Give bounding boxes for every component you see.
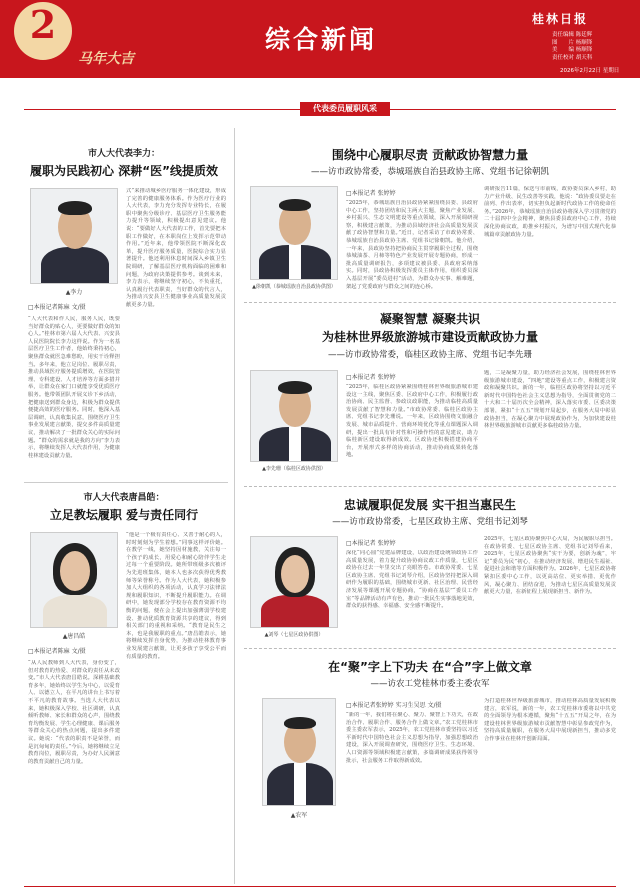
article-headline: 围绕中心履职尽责 贡献政协智慧力量: [331, 148, 529, 162]
photo-caption: ▲刘琴（七星区政协供图）: [264, 632, 324, 638]
article-divider: [24, 482, 228, 483]
article-divider: [244, 302, 616, 303]
portrait-photo: [262, 698, 336, 806]
portrait-suit: [41, 247, 109, 284]
page-number: 2: [29, 2, 57, 47]
portrait-photo: [30, 532, 118, 628]
article-byline: □本报记者 张婷婷: [346, 540, 396, 547]
portrait-photo: [30, 188, 118, 284]
portrait-face: [281, 555, 309, 593]
photo-caption: ▲农军: [290, 812, 308, 819]
footer-rule: [24, 886, 616, 887]
article-subhead: ——访市政协常委，恭城瑶族自治县政协主席、党组书记徐朝凯: [310, 167, 549, 177]
portrait-shirt: [289, 427, 301, 462]
article-subhead: ——访农工党桂林市委主委农军: [370, 679, 490, 689]
portrait-photo: [250, 186, 338, 280]
article-body-col3: 2025年，七星区政协聚焦中心大局，为民履职尽担当。在政协常委、七星区政协主席、党组书记刘琴看来，2025年，七星区政协聚焦“实干为要，创新为魂”，牢记“委员为民”初心，在推动经济发展、增进民生福祉、促进社会和谐等方面积极作为。2026年，七星区政协将紧扣区委中心工作，以更高站位、更实举措、更优作风，凝心聚力、团结奋进，为推动七星区高质量发展贡献更大力量，在新征程上展现新担当、新作为。: [484, 536, 616, 596]
article-body: 深化“同心圆”党建品牌建设，以政治建设统领政协工作高质量发展，着力提升政协协商议政工作质量，七星区政协在过去一年里交出了亮眼答卷。市政协常委、七星区政协主席、党组书记刘琴介绍，区政协坚持把深入调研作为履职的基础，围绕城市更新、社区治理、民营经济发展等课题开展专题协商，“协商在基层”“委员工作室”等品牌活动有声有色，推动一批民生实事落地见效，群众的获得感、幸福感、安全感不断提升。: [346, 550, 478, 610]
section-title: 综合新闻: [265, 25, 378, 54]
article-byline: □本报记者 张婷婷: [346, 190, 396, 197]
page-number-badge: [14, 2, 72, 60]
article-divider: [244, 486, 616, 487]
article-byline: □本报记者陈麻 文/摄: [28, 304, 86, 311]
editor-line: 责任校对 胡天科: [552, 54, 593, 61]
article-headline: 忠诚履职促发展 实干担当惠民生: [343, 498, 517, 512]
photo-caption: ▲徐朝凯（恭城瑶族自治县政协供图）: [252, 284, 336, 290]
portrait-photo: [250, 536, 338, 628]
column-divider: [234, 128, 235, 884]
photo-caption: ▲李先珊（临桂区政协供图）: [262, 466, 326, 472]
portrait-face: [60, 551, 90, 591]
page-header: [0, 0, 640, 78]
article-headline: 在“聚”字上下功夫 在“合”字上做文章: [328, 660, 532, 674]
article-subhead: ——访市政协常委，七星区政协主席、党组书记刘琴: [332, 517, 528, 527]
photo-caption: ▲唐昌皓: [62, 633, 86, 640]
article-headline: 立足教坛履职 爱与责任同行: [49, 508, 199, 522]
article-byline: □本报记者 张婷婷: [346, 374, 396, 381]
portrait-shirt: [294, 763, 306, 806]
portrait-photo: [250, 370, 338, 462]
article-body: “2025年，恭城瑶族自治县政协紧紧围绕县委、县政府中心工作，坚持团结和民主两大主题，聚焦产业发展、乡村振兴、生态文明建设等重点领域，深入开展调研视察，积极建言献策，为推动县域经济社会高质量发展贡献了政协智慧和力量。”近日，记者采访了市政协常委、恭城瑶族自治县政协主席、党组书记徐朝凯。他介绍，一年来，县政协坚持把协商民主贯穿履职全过程，围绕恭城油茶、月柿等特色产业发展开展专题协商，形成一批高质量调研报告，多项建议被县委、县政府采纳落实。同时，县政协积极发挥委员主体作用，组织委员深入基层开展“委员进村”活动，为群众办实事、解难题，架起了党委政府与群众之间的连心桥。: [346, 200, 478, 290]
portrait-jacket: [261, 595, 329, 628]
article-subhead: ——访市政协常委，临桂区政协主席、党组书记李先珊: [327, 350, 532, 360]
editor-line: 责任编辑 陈廷辉: [552, 32, 593, 38]
editor-list: [552, 32, 592, 62]
article-body-col3: 调研报告11篇，保送与市前线，政协委员深入乡村，助力产业升级、民生改善等实践，他说：“政协委员要走在前列、作出表率，切实担负起新时代政协工作的使命任务。”2026年，恭城瑶族自治县政协将深入学习贯彻党的二十届四中全会精神，聚焦县委县政府中心工作，持续深化协商议政，助推乡村振兴，为谱写中国式现代化恭城篇章贡献政协力量。: [484, 186, 616, 238]
article-body-col3: 为打造桂林世界级旅游城市，推动桂林高质量发展积极建言，农军说，新的一年，农工党桂林市委将以中共党的全面领导为根本遵循，聚焦“十五五”开局之年，在为建设桂林世界级旅游城市贡献智慧中彰显参政党作为，坚持高质量履职，在服务大局中展现新担当，推动多党合作事业在桂林开创新局面。: [484, 698, 616, 742]
article-headline-line2: 为桂林世界级旅游城市建设贡献政协力量: [321, 330, 538, 344]
portrait-hair: [279, 199, 311, 211]
article-byline: □本报记者陈麻 文/摄: [28, 648, 86, 655]
issue-date: 2026年2月22日 星期日: [560, 68, 620, 74]
article-divider: [244, 648, 616, 649]
editor-line: 美 编 杨顺锋: [552, 47, 593, 53]
horse-year-text: 马年大吉: [78, 51, 134, 67]
article-body: “新的一年，我们将在聚心、聚力、聚智上下功夫，在政治合作、履职合作、服务合作上做文章。”农工党桂林市委主委农军表示，2025年，农工党桂林市委坚持以习近平新时代中国特色社会主义思想为指导，加强思想政治建设，深入开展调查研究，围绕医疗卫生、生态环境、人口资源等领域积极建言献策，多篇调研成果获得领导批示，社会服务工作取得新成效。: [346, 712, 478, 764]
article-body: “从人民教师到人大代表，身份变了，但对教育的热爱、对群众的责任从未改变。”市人大代表唐昌皓说。深耕基础教育多年，她始终以学生为中心，以爱育人、以德立人，在平凡的讲台上书写着不平凡的教育故事。当选人大代表以来，她积极深入学校、社区调研，认真倾听教师、家长和群众的心声，围绕教育均衡发展、学生心理健康、课后服务等群众关心的热点问题，提出多件建议。她说：“代表的职责不是荣誉，而是沉甸甸的责任。”今后，她将继续立足教育岗位，履职尽责，为办好人民满意的教育贡献自己的力量。: [28, 660, 120, 765]
column-banner: 代表委员履职风采: [300, 102, 390, 116]
portrait-blouse: [43, 595, 107, 628]
article-headline: 履职为民践初心 深耕“医”线提质效: [30, 164, 218, 178]
portrait-hair: [278, 381, 312, 394]
newspaper-logo: 桂林日报: [532, 12, 589, 26]
portrait-shirt: [289, 245, 301, 280]
article-body: “人大代表和作人民，服务人民，既要当好群众的贴心人，更要做好群众的知心人。”桂林市第六届人大代表、兴安县人民医院院长李力这样说。作为一名基层医疗卫生工作者，他始终秉持初心，聚焦群众就医急难愁盼，用实干诠释担当。多年来，他立足岗位、履职尽责，推动县域医疗服务提质增效，在医院管理、专科建设、人才培养等方面多措并举，让群众在家门口就能享受优质医疗服务。他带领团队开展义诊下乡活动，把健康送到群众身边，积极为群众提供便捷高效的医疗服务。同时，他深入基层调研，认真收集民意，围绕医疗卫生事业发展建言献策，提交多件高质量建议，推动解决了一批群众关心的实际问题。“群众的需求就是我的方向”李力表示，将继续发挥人大代表作用，为健康桂林建设贡献力量。: [28, 316, 120, 459]
portrait-hair: [284, 717, 316, 729]
article-tag: 市人大代表李力：: [87, 149, 160, 159]
article-byline: □本报记者张婷婷 实习生吴思 文/摄: [346, 702, 442, 709]
article-body: “2025年，临桂区政协紧紧围绕桂林世界级旅游城市建设这一主线，聚焦区委、区政府中心工作，积极履行政治协商、民主监督、参政议政职能，为推动临桂高质量发展贡献了智慧和力量。”市政协常委、临桂区政协主席、党组书记李先珊说。一年来，区政协围绕文旅融合发展、城市品质提升、营商环境优化等重点课题深入调研，提出一批具有针对性和可操作性的意见建议，助力临桂新区建设取得新成效。区政协还积极搭建协商平台，开展形式多样的协商活动，推动协商成果转化落地。: [346, 384, 478, 459]
editor-line: 图 片 杨顺锋: [552, 39, 593, 46]
portrait-hair: [58, 201, 92, 215]
article-headline: 凝聚智慧 凝聚共识: [379, 312, 481, 326]
article-tag: 市人大代表唐昌皓：: [83, 493, 165, 503]
article-body-col2: “他是一个极有责任心、又善于耐心的人，时时刻刻为学生着想。”同事这样评价她。在教学一线，她坚持因材施教，关注每一个孩子的成长，用爱心和耐心陪伴学生走过每一个重要阶段。她所带班级多次被评为先进班集体，她本人也多次获得优秀教师等荣誉称号。作为人大代表，她积极参加人大组织的各项活动，认真学习法律法规和履职知识，不断提升履职能力。在调研中，她发现部分学校存在教育资源不均衡的问题，便在会上提出加强薄弱学校建设、推动优质教育资源共享的建议，得到相关部门的重视和采纳。“教育是民生之本，也是我履职的重点。”唐昌皓表示，她将继续发挥自身优势，为推动桂林教育事业发展建言献策，让更多孩子享受公平而有质量的教育。: [126, 532, 226, 660]
article-body-col3: 题，二是凝聚力量，助力经济社会发展，围绕桂林世界级旅游城市建设，“四地”建设等重点工作，积极建言资政和凝聚共识。新的一年，临桂区政协将坚持以习近平新时代中国特色社会主义思想为指导，全面贯彻党的二十大和二十届历次全会精神，深入落实市委、区委决策部署，紧扣“十五五”规划开局起步，在服务大局中彰显政协担当，在凝心聚力中展现政协作为，为加快建设桂林世界级旅游城市贡献更多临桂政协力量。: [484, 370, 616, 430]
photo-caption: ▲李力: [65, 289, 83, 296]
article-body-col2: 式”来推动城乡医疗服务一体化建设，形成了完善的健康服务体系。作为医疗行业的人大代表，李力充分发挥专业特长，在履职中聚焦分级诊疗、基层医疗卫生服务能力提升等领域，积极提出意见建议。他说：“要做好人大代表的工作，首先要把本职工作做好，在本职岗位上发挥示范带动作用。”近年来，他带领医院不断深化改革，提升医疗服务质量，医院综合实力显著提升。他还利用休息时间深入乡镇卫生院调研，了解基层医疗机构面临的困难和问题，为政府决策提供参考。谈到未来，李力表示，将继续坚守初心，不负重托，认真履行代表职责，当好群众的代言人，为推动兴安县卫生健康事业高质量发展贡献更多力量。: [126, 188, 226, 308]
